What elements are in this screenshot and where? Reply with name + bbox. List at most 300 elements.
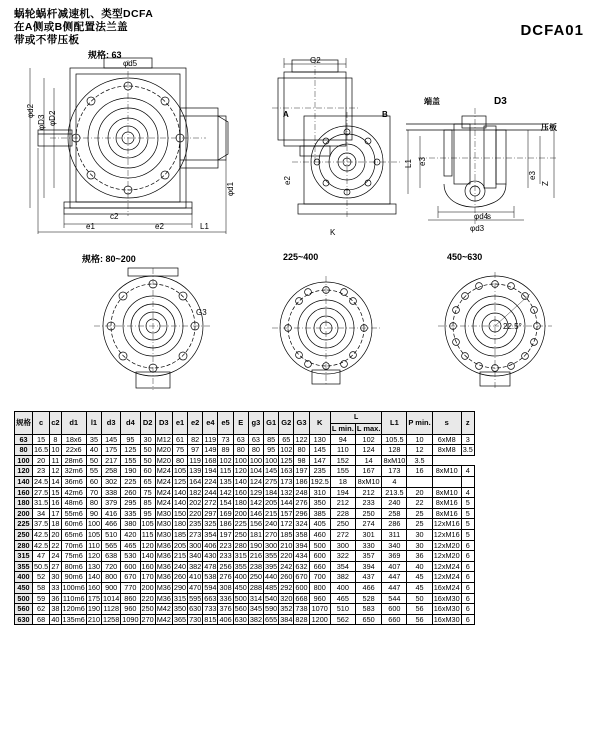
th-L-max: L max. <box>356 424 381 433</box>
cell-G2: 384 <box>280 614 293 624</box>
cell-l1: 160 <box>87 582 101 592</box>
cell-d1: 120m6 <box>62 604 85 614</box>
cell-L min.: 300 <box>330 540 355 551</box>
cell-L min.: 272 <box>330 529 355 540</box>
cell-e2: 595 <box>189 593 202 603</box>
th-L-min: L min. <box>331 424 354 433</box>
cell-e5: 115 <box>219 466 232 476</box>
cell-d3: 416 <box>102 508 121 519</box>
cell-L1: 544 <box>382 593 407 604</box>
cell-L min.: 194 <box>330 487 355 498</box>
cell-D3: M24 <box>156 498 171 508</box>
cell-P min.: 30 <box>407 540 432 551</box>
cell-c: 50.5 <box>34 561 49 571</box>
cell-D2: 140 <box>141 551 154 561</box>
cell-G3: 668 <box>295 593 308 603</box>
row-size: 120 <box>15 466 33 477</box>
cell-P min.: 22 <box>407 498 432 509</box>
cell-d3: 258 <box>102 466 121 477</box>
table-row <box>15 572 475 583</box>
cell-G3: 738 <box>295 604 308 614</box>
label-B: B <box>382 110 388 119</box>
cell-c: 58 <box>33 582 50 593</box>
cell-G3: 186 <box>295 476 308 486</box>
cell-e5: 197 <box>219 529 232 539</box>
cell-e5: 406 <box>219 614 232 624</box>
cell-g3: 80 <box>248 445 263 456</box>
cell-d3: 900 <box>102 582 121 593</box>
cell-e4: 354 <box>204 529 217 539</box>
cell-z <box>461 476 474 487</box>
cell-l1: 40 <box>86 445 101 456</box>
cell-G1: 270 <box>265 529 278 539</box>
cell-e5: 276 <box>219 572 232 582</box>
cell-e1: 205 <box>173 540 187 550</box>
label-G3-a: G3 <box>196 308 207 317</box>
cell-G1: 655 <box>265 614 278 624</box>
cell-e4: 244 <box>204 487 217 497</box>
cell-D2: 60 <box>140 466 155 477</box>
cell-G2: 173 <box>280 476 293 486</box>
cell-E: 63 <box>233 434 248 445</box>
row-size: 225 <box>15 519 33 530</box>
th-D3: D3 <box>155 412 172 435</box>
cell-D3: M36 <box>156 572 171 582</box>
table-row <box>15 582 475 593</box>
cell-e1: 180 <box>173 519 187 529</box>
cell-g3: 314 <box>249 593 263 603</box>
title-line-2: 在A侧或B侧配置法兰盖 <box>14 21 129 33</box>
cell-z: 6 <box>461 551 474 562</box>
cell-D2: 115 <box>141 529 154 539</box>
cell-G2: 352 <box>280 604 293 614</box>
label-G2-top: G2 <box>310 56 321 65</box>
cell-d1: 22x6 <box>61 445 86 456</box>
cell-c: 68 <box>33 614 50 625</box>
cell-c2: 30 <box>51 572 60 582</box>
side-view-63 <box>292 112 402 224</box>
cell-E: 120 <box>234 466 247 476</box>
th-G3: G3 <box>294 412 309 435</box>
table-row <box>15 466 475 477</box>
label-d1-left: φd1 <box>226 181 235 196</box>
cell-e2: 164 <box>189 476 202 486</box>
cell-l1: 130 <box>87 561 101 571</box>
cell-L max.: 233 <box>355 498 382 509</box>
row-size: 100 <box>15 455 33 466</box>
cell-G3: 600 <box>295 582 308 592</box>
cell-L min.: 354 <box>330 561 355 572</box>
th-e4: e4 <box>203 412 218 435</box>
cell-K: 130 <box>309 434 330 445</box>
cell-D3: M36 <box>156 551 171 561</box>
cell-e4: 168 <box>204 455 217 465</box>
table-row <box>15 476 475 487</box>
cell-d4: 670 <box>121 572 140 583</box>
cell-L max.: 301 <box>355 529 382 540</box>
cell-d1: 80m6 <box>61 561 86 572</box>
cell-e2: 202 <box>189 498 202 508</box>
cell-s: 6xM8 <box>432 434 461 445</box>
cell-e4: 430 <box>204 551 217 561</box>
cell-K: 460 <box>309 529 330 540</box>
cell-D3: M36 <box>156 582 171 592</box>
cell-K: 800 <box>309 582 330 593</box>
cell-K: 960 <box>309 593 330 604</box>
cell-e2: 340 <box>189 551 202 561</box>
cell-e2: 382 <box>189 561 202 571</box>
cell-c2: 36 <box>51 593 60 603</box>
row-size: 400 <box>15 572 33 583</box>
cell-l1: 35 <box>86 434 101 445</box>
cell-D2: 200 <box>141 582 154 592</box>
cell-z: 4 <box>461 487 474 498</box>
cell-D2: 220 <box>141 593 154 603</box>
cell-c2: 15 <box>51 487 60 497</box>
cell-g3: 382 <box>249 614 263 624</box>
cell-D3: M20 <box>156 455 171 465</box>
label-angle: 22.5° <box>503 322 522 331</box>
label-z: Z <box>541 181 550 186</box>
cell-D2: 120 <box>141 540 154 550</box>
cell-s: 12xM20 <box>433 551 460 561</box>
th-K: K <box>309 412 330 435</box>
cell-l1: 120 <box>87 551 101 561</box>
cell-K: 1200 <box>309 614 330 625</box>
cell-e4: 149 <box>204 445 217 455</box>
cell-l1: 90 <box>86 508 101 519</box>
cell-L min.: 510 <box>330 604 355 615</box>
cell-E: 315 <box>234 551 247 561</box>
cell-e5: 89 <box>218 445 233 456</box>
cell-K: 310 <box>309 487 330 498</box>
cell-d3: 510 <box>102 529 121 540</box>
cell-L min.: 18 <box>330 476 355 487</box>
th-size: 规格 <box>15 412 33 435</box>
table-row <box>15 434 475 445</box>
th-e5: e5 <box>218 412 233 435</box>
cell-K: 660 <box>309 561 330 572</box>
cell-e1: 350 <box>173 604 187 614</box>
cell-D2: 270 <box>141 614 154 624</box>
cell-c2: 27 <box>51 561 60 571</box>
cell-c2: 24 <box>51 551 60 561</box>
cell-L max.: 650 <box>355 614 382 625</box>
cell-e1: 61 <box>172 434 187 445</box>
cell-c: 23 <box>33 466 50 477</box>
cell-c: 34 <box>33 508 50 519</box>
label-D2-left: φD2 <box>48 110 57 126</box>
cell-e2: 235 <box>189 519 202 529</box>
cell-e5: 142 <box>219 487 232 497</box>
cell-G2: 144 <box>280 498 293 508</box>
row-size: 500 <box>15 593 33 604</box>
cell-e1: 365 <box>173 614 187 624</box>
cell-d1: 70m6 <box>61 540 86 551</box>
cell-e1: 105 <box>173 466 187 476</box>
cell-s: 8xM10 <box>432 466 461 477</box>
cell-E: 450 <box>234 582 247 592</box>
table-row <box>15 508 475 519</box>
cell-e2: 300 <box>189 540 202 550</box>
cell-G2: 157 <box>280 508 293 518</box>
cell-d1: 36m6 <box>61 476 86 487</box>
label-e2-mid: e2 <box>283 176 292 185</box>
cell-E: 560 <box>234 604 247 614</box>
cell-z: 6 <box>461 614 474 625</box>
cell-G2: 210 <box>280 540 293 550</box>
cell-d3: 638 <box>102 551 121 562</box>
cell-D2: 85 <box>140 498 155 509</box>
cell-d1: 135m6 <box>62 614 85 624</box>
cell-G2: 220 <box>280 551 293 561</box>
table-row <box>15 561 475 572</box>
cell-G3: 670 <box>295 572 308 582</box>
cell-E: 355 <box>234 561 247 571</box>
cell-D3: M30 <box>156 508 171 518</box>
th-E: E <box>233 412 248 435</box>
cell-d3: 1128 <box>103 604 120 614</box>
cell-e5: 154 <box>219 498 232 508</box>
cell-e4: 119 <box>204 434 217 444</box>
cell-L1: 105.5 <box>382 434 407 445</box>
cell-c2: 40 <box>51 614 60 624</box>
cell-e1: 185 <box>173 529 187 539</box>
cell-L1: 447 <box>382 572 407 583</box>
cell-K: 147 <box>309 455 330 466</box>
cell-G3: 80 <box>294 445 309 456</box>
cell-s: 12xM16 <box>433 529 460 539</box>
cell-c2: 18 <box>51 519 60 529</box>
cell-G1: 590 <box>265 604 278 614</box>
cell-l1: 210 <box>87 614 101 624</box>
cell-D2: 95 <box>140 508 155 519</box>
cell-c: 59 <box>33 593 50 604</box>
cell-L max.: 8xM10 <box>355 476 382 487</box>
cell-g3: 124 <box>249 476 263 486</box>
cell-L max.: 394 <box>355 561 382 572</box>
cell-l1: 50 <box>86 455 101 466</box>
cell-G3: 324 <box>295 519 308 529</box>
cell-D3: M42 <box>156 604 171 614</box>
cell-d1: 28m6 <box>61 455 86 466</box>
cell-e1: 240 <box>173 561 187 571</box>
cell-K: 192.5 <box>310 476 329 486</box>
cell-e2: 630 <box>189 604 202 614</box>
cell-G2: 320 <box>280 593 293 603</box>
cell-z: 6 <box>461 561 474 572</box>
cell-d4: 190 <box>121 466 140 477</box>
cell-L min.: 152 <box>330 455 355 466</box>
cell-c2: 16 <box>51 498 60 508</box>
cell-c: 52 <box>33 572 50 583</box>
cell-L max.: 14 <box>355 455 382 466</box>
cell-c2: 14 <box>51 476 60 486</box>
label-L1-left: L1 <box>200 222 209 231</box>
cell-d1: 75m6 <box>61 551 86 562</box>
cell-d3: 338 <box>102 487 121 498</box>
cell-z: 5 <box>461 529 474 540</box>
cell-P min.: 50 <box>407 593 432 604</box>
cell-E: 140 <box>234 476 247 486</box>
cell-e4: 815 <box>204 614 217 624</box>
cell-K: 350 <box>309 498 330 509</box>
cell-c: 31.5 <box>34 498 49 508</box>
cell-D2: 75 <box>140 487 155 498</box>
cell-D2: 250 <box>141 604 154 614</box>
cell-z: 3.5 <box>462 445 473 455</box>
cell-c2: 20 <box>51 529 60 539</box>
cell-P min.: 16 <box>407 466 432 477</box>
th-l1: l1 <box>86 412 101 435</box>
cell-K: 385 <box>309 508 330 519</box>
row-size: 315 <box>15 551 33 562</box>
cell-g3: 250 <box>249 572 263 582</box>
cell-e2: 82 <box>188 434 203 445</box>
cell-z: 6 <box>461 593 474 604</box>
label-e2-left: e2 <box>155 222 164 231</box>
cell-e1: 215 <box>173 551 187 561</box>
cell-d3: 379 <box>102 498 121 509</box>
cell-P min.: 10 <box>407 434 432 445</box>
cell-e2: 97 <box>188 445 203 456</box>
cell-l1: 190 <box>87 604 101 614</box>
cell-d1: 55m6 <box>61 508 86 519</box>
front-view-63 <box>30 56 245 236</box>
cell-G1: 215 <box>265 508 278 518</box>
label-A: A <box>283 110 289 119</box>
cell-d3: 466 <box>102 519 121 530</box>
cell-e5: 102 <box>219 455 232 465</box>
cell-L max.: 274 <box>355 519 382 530</box>
cell-s: 8xM8 <box>432 445 461 456</box>
cell-d3: 302 <box>102 476 121 487</box>
cell-c2: 11 <box>51 455 60 465</box>
cell-G1: 240 <box>265 519 278 529</box>
cell-e1: 140 <box>173 487 187 497</box>
cell-D3: M20 <box>156 445 171 455</box>
cell-e4: 272 <box>204 498 217 508</box>
cell-s: 8xM10 <box>432 487 461 498</box>
cell-D2: 50 <box>140 455 155 466</box>
cell-c2: 22 <box>51 540 60 550</box>
cell-d1: 110m6 <box>62 593 85 603</box>
th-P: P min. <box>407 412 432 435</box>
th-e1: e1 <box>172 412 187 435</box>
cell-e5: 223 <box>219 540 232 550</box>
cell-E: 200 <box>234 508 247 518</box>
cell-d4: 420 <box>121 529 140 540</box>
cell-G3: 122 <box>295 434 308 444</box>
cell-E: 180 <box>234 498 247 508</box>
cell-l1: 175 <box>87 593 101 603</box>
cell-G1: 355 <box>265 551 278 561</box>
cell-L max.: 330 <box>355 540 382 551</box>
cell-G1: 95 <box>264 445 279 456</box>
cell-e1: 140 <box>173 498 187 508</box>
cell-l1: 105 <box>87 529 101 539</box>
cell-G1: 145 <box>265 466 278 476</box>
cell-e1: 315 <box>173 593 187 603</box>
cell-e2: 182 <box>189 487 202 497</box>
row-size: 355 <box>15 561 33 572</box>
cell-e1: 125 <box>173 476 187 486</box>
cell-L min.: 94 <box>330 434 355 445</box>
cell-d4: 335 <box>121 508 140 519</box>
cell-E: 280 <box>234 540 247 550</box>
cell-E: 630 <box>234 614 247 624</box>
cell-G2: 185 <box>280 529 293 539</box>
cell-s: 16xM30 <box>433 593 460 603</box>
drawing-code: DCFA01 <box>520 22 584 39</box>
cell-K: 235 <box>309 466 330 477</box>
cell-P min.: 20 <box>407 487 432 498</box>
cell-P min. <box>407 476 432 487</box>
cell-c: 27.5 <box>34 487 49 497</box>
cell-G1: 440 <box>265 572 278 582</box>
cell-l1: 140 <box>87 572 101 582</box>
row-size: 560 <box>15 604 33 615</box>
cell-G1: 85 <box>264 434 279 445</box>
cell-L1: 369 <box>382 551 407 562</box>
cell-E: 400 <box>234 572 247 582</box>
cell-D2: 50 <box>140 445 155 456</box>
cell-g3: 104 <box>249 466 263 476</box>
cell-c2: 38 <box>51 604 60 614</box>
cell-G2: 132 <box>280 487 293 497</box>
cell-G3: 296 <box>295 508 308 518</box>
cell-e2: 220 <box>189 508 202 518</box>
cell-e5: 233 <box>219 551 232 561</box>
cell-d3: 145 <box>102 434 121 445</box>
cell-e2: 273 <box>189 529 202 539</box>
dimension-table <box>14 411 475 625</box>
cell-g3: 100 <box>249 455 263 465</box>
cell-P min.: 30 <box>407 529 432 540</box>
table-row <box>15 445 475 456</box>
cell-z: 6 <box>461 604 474 615</box>
cell-e4: 478 <box>204 561 217 571</box>
cell-d3: 720 <box>102 561 121 572</box>
cell-e1: 290 <box>173 582 187 592</box>
cell-e5: 73 <box>218 434 233 445</box>
cell-L1: 311 <box>382 529 407 540</box>
cell-D3: M24 <box>156 476 171 486</box>
cell-g3: 190 <box>249 540 263 550</box>
cell-l1: 100 <box>87 519 101 529</box>
cell-c2: 17 <box>51 508 60 518</box>
label-s: s <box>487 212 491 221</box>
cell-E: 250 <box>234 529 247 539</box>
cell-G1: 205 <box>265 498 278 508</box>
cell-d4: 225 <box>121 476 140 487</box>
table-row <box>15 551 475 562</box>
cell-G3: 828 <box>295 614 308 624</box>
table-row <box>15 540 475 551</box>
cell-P min.: 25 <box>407 519 432 530</box>
cell-L max.: 124 <box>355 445 382 456</box>
label-d4: φd4 <box>474 212 489 221</box>
cell-l1: 110 <box>88 540 100 550</box>
cell-s: 16xM30 <box>433 604 460 614</box>
cell-L1: 213.5 <box>382 487 407 498</box>
row-size: 450 <box>15 582 33 593</box>
cell-c: 62 <box>33 604 50 615</box>
cell-d3: 1014 <box>103 593 120 603</box>
cell-L min.: 562 <box>330 614 355 625</box>
cell-L min.: 155 <box>330 466 355 477</box>
cell-L1: 4 <box>382 476 407 487</box>
